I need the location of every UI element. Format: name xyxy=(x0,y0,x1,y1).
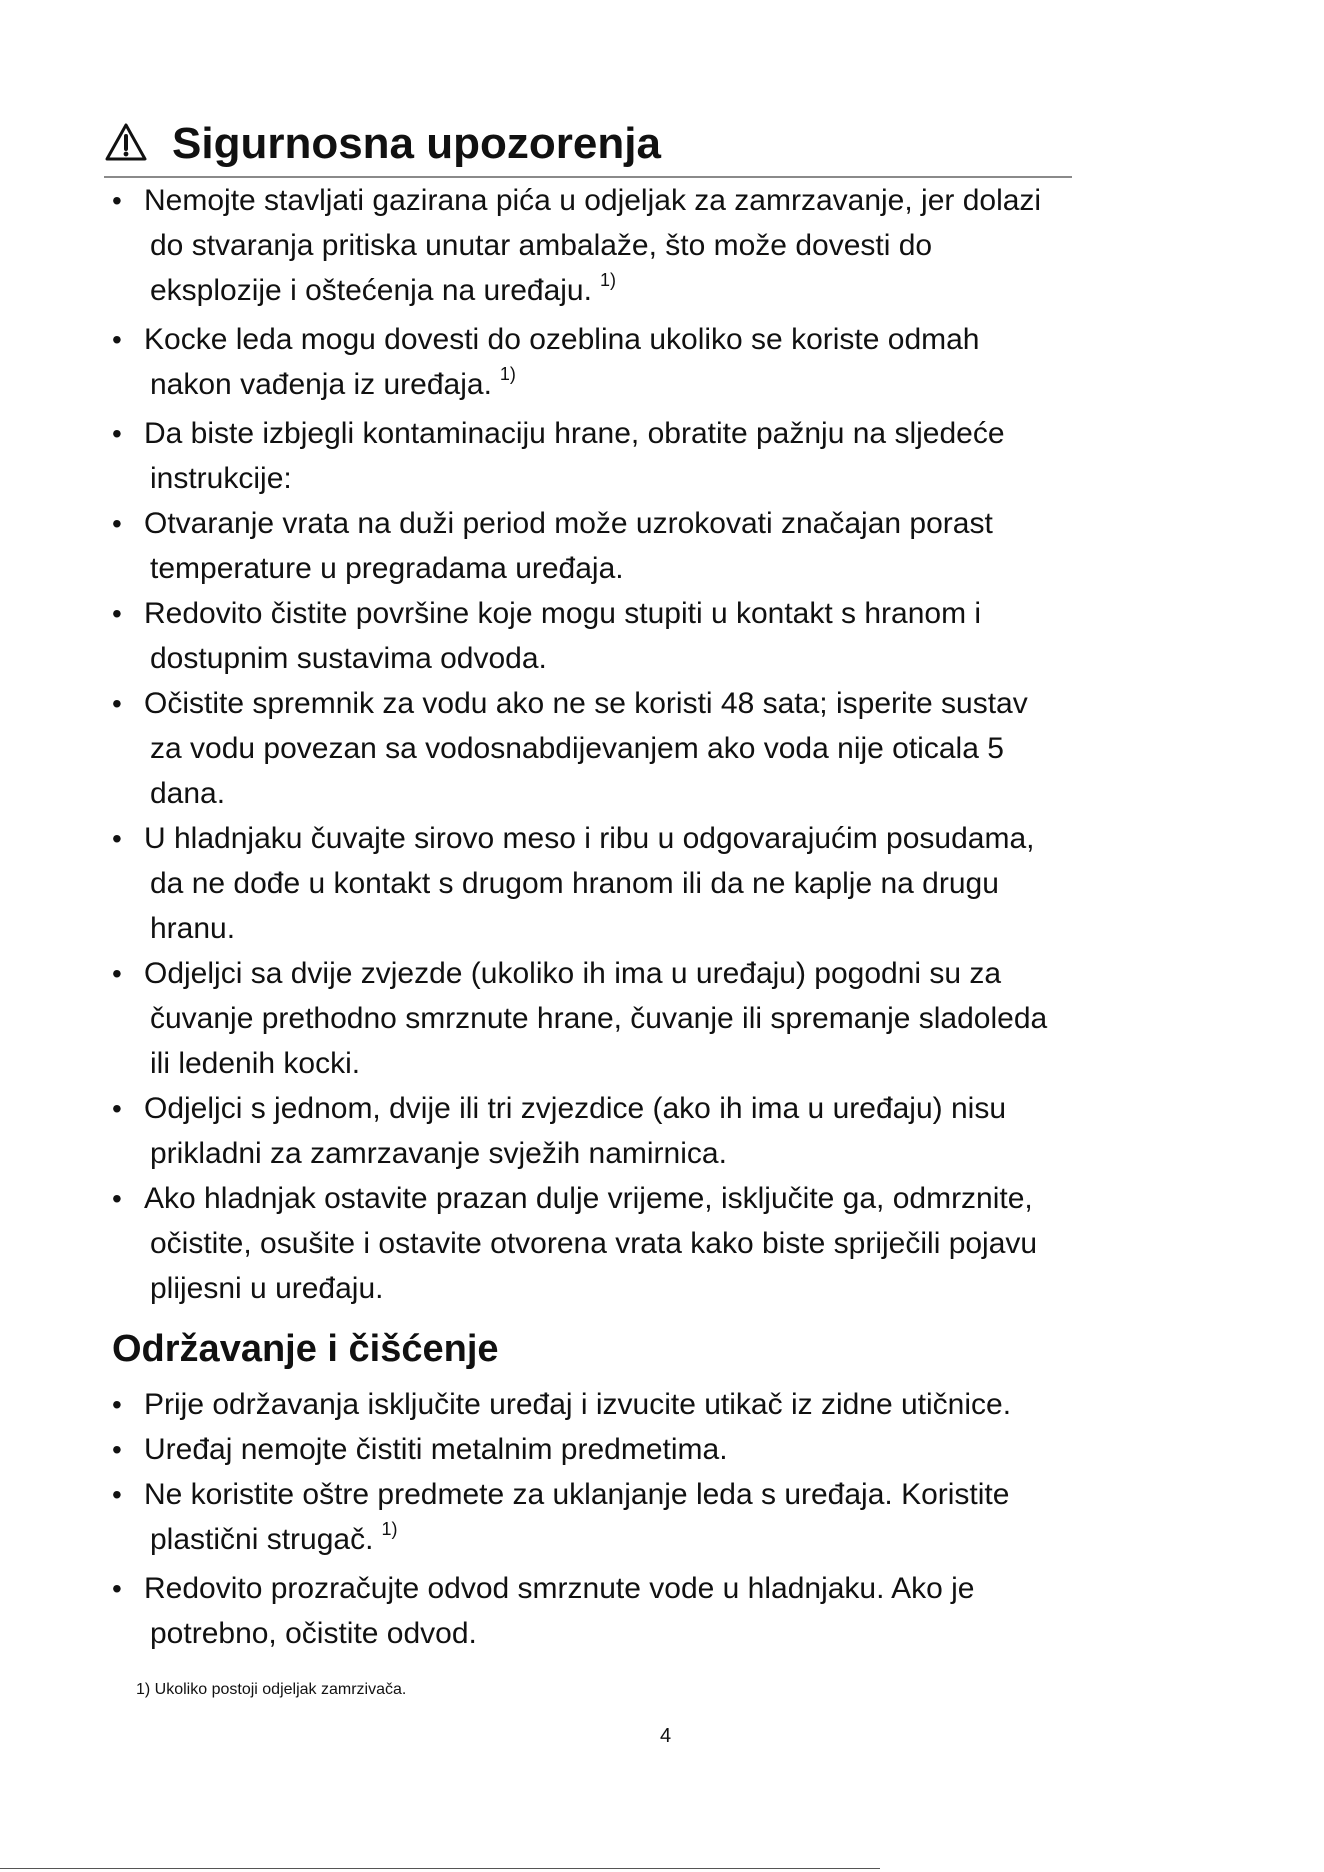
item-line-text: plijesni u uređaju. xyxy=(150,1272,384,1305)
item-line-text: temperature u pregradama uređaja. xyxy=(150,552,624,585)
item-line xyxy=(144,1086,1192,1131)
item-line-text: očistite, osušite i ostavite otvorena vrata kako biste spriječili pojavu xyxy=(150,1227,1038,1260)
item-line xyxy=(144,178,1192,223)
item-line xyxy=(144,1517,1192,1566)
item-line-text: Prije održavanja isključite uređaj i izvucite utikač iz zidne utičnice. xyxy=(144,1388,1012,1421)
item-line-text: Odjeljci s jednom, dvije ili tri zvjezdice (ako ih ima u uređaju) nisu xyxy=(144,1092,1007,1125)
item-line xyxy=(144,1472,1192,1517)
item-line xyxy=(144,1221,1192,1266)
list-item xyxy=(0,1086,1324,1176)
safety-warnings-list xyxy=(0,178,1324,1311)
item-line xyxy=(144,861,1192,906)
section-heading-safety xyxy=(104,118,1072,178)
item-line-text: U hladnjaku čuvajte sirovo meso i ribu u odgovarajućim posudama, xyxy=(144,822,1035,855)
list-item xyxy=(0,951,1324,1086)
item-line xyxy=(144,771,1192,816)
item-line-text: Kocke leda mogu dovesti do ozeblina ukoliko se koriste odmah xyxy=(144,323,980,356)
item-line xyxy=(144,906,1192,951)
item-line-text: hranu. xyxy=(150,912,236,945)
bullet-icon: • xyxy=(112,1389,122,1420)
bullet-icon: • xyxy=(112,823,122,854)
list-item xyxy=(0,501,1324,591)
bullet-icon: • xyxy=(112,1093,122,1124)
bullet-icon: • xyxy=(112,1573,122,1604)
item-line xyxy=(144,362,1192,411)
list-item xyxy=(0,1382,1324,1427)
bullet-icon: • xyxy=(112,1434,122,1465)
warning-triangle-icon xyxy=(104,122,148,162)
item-line-text: da ne dođe u kontakt s drugom hranom ili da ne kaplje na drugu xyxy=(150,867,999,900)
item-line xyxy=(144,456,1192,501)
list-item xyxy=(0,1566,1324,1656)
bullet-icon: • xyxy=(112,958,122,989)
item-line-text: Očistite spremnik za vodu ako ne se koristi 48 sata; isperite sustav xyxy=(144,687,1028,720)
list-item xyxy=(0,411,1324,501)
list-item xyxy=(0,816,1324,951)
item-line xyxy=(144,951,1192,996)
footnote-reference: 1) xyxy=(381,1519,398,1539)
item-line-text: dostupnim sustavima odvoda. xyxy=(150,642,547,675)
item-line-text: Redovito prozračujte odvod smrznute vode u hladnjaku. Ako je xyxy=(144,1572,975,1605)
item-line-text: potrebno, očistite odvod. xyxy=(150,1617,477,1650)
bullet-icon: • xyxy=(112,418,122,449)
bullet-icon: • xyxy=(112,324,122,355)
section-title: Sigurnosna upozorenja xyxy=(172,119,661,168)
item-line-text: do stvaranja pritiska unutar ambalaže, što može dovesti do xyxy=(150,229,933,262)
footnote-reference: 1) xyxy=(499,364,516,384)
bullet-icon: • xyxy=(112,1183,122,1214)
item-line-text: nakon vađenja iz uređaja. xyxy=(150,368,492,401)
item-line-text: Ako hladnjak ostavite prazan dulje vrijeme, isključite ga, odmrznite, xyxy=(144,1182,1033,1215)
bullet-icon: • xyxy=(112,185,122,216)
item-line-text: eksplozije i oštećenja na uređaju. xyxy=(150,274,592,307)
item-line xyxy=(144,501,1192,546)
item-line-text: Uređaj nemojte čistiti metalnim predmetima. xyxy=(144,1433,728,1466)
item-line-text: Odjeljci sa dvije zvjezde (ukoliko ih ima u uređaju) pogodni su za xyxy=(144,957,1002,990)
item-line xyxy=(144,1427,1192,1472)
item-line-text: Da biste izbjegli kontaminaciju hrane, obratite pažnju na sljedeće xyxy=(144,417,1005,450)
maintenance-list xyxy=(0,1382,1324,1656)
list-item xyxy=(0,178,1324,317)
item-line xyxy=(144,1611,1192,1656)
bottom-divider xyxy=(0,1868,880,1869)
item-line xyxy=(144,591,1192,636)
bullet-icon: • xyxy=(112,1479,122,1510)
item-line-text: dana. xyxy=(150,777,226,810)
list-item xyxy=(0,1427,1324,1472)
item-line xyxy=(144,1566,1192,1611)
list-item xyxy=(0,681,1324,816)
list-item xyxy=(0,1472,1324,1566)
item-line-text: za vodu povezan sa vodosnabdijevanjem ako voda nije oticala 5 xyxy=(150,732,1004,765)
item-line xyxy=(144,546,1192,591)
item-line xyxy=(144,1266,1192,1311)
bullet-icon: • xyxy=(112,688,122,719)
list-item xyxy=(0,317,1324,411)
item-line xyxy=(144,681,1192,726)
page-number: 4 xyxy=(660,1725,672,1747)
item-line-text: Ne koristite oštre predmete za uklanjanje leda s uređaja. Koristite xyxy=(144,1478,1010,1511)
list-item xyxy=(0,591,1324,681)
item-line-text: čuvanje prethodno smrznute hrane, čuvanje ili spremanje sladoleda xyxy=(150,1002,1048,1035)
bullet-icon: • xyxy=(112,508,122,539)
item-line-text: plastični strugač. xyxy=(150,1523,374,1556)
item-line xyxy=(144,223,1192,268)
item-line-text: prikladni za zamrzavanje svježih namirnica. xyxy=(150,1137,727,1170)
item-line-text: Otvaranje vrata na duži period može uzrokovati značajan porast xyxy=(144,507,993,540)
item-line-text: Redovito čistite površine koje mogu stupiti u kontakt s hranom i xyxy=(144,597,982,630)
item-line-text: Nemojte stavljati gazirana pića u odjeljak za zamrzavanje, jer dolazi xyxy=(144,184,1042,217)
item-line xyxy=(144,1041,1192,1086)
footnote: 1) Ukoliko postoji odjeljak zamrzivača. xyxy=(136,1681,407,1698)
item-line xyxy=(144,1131,1192,1176)
item-line-text: instrukcije: xyxy=(150,462,292,495)
item-line xyxy=(144,726,1192,771)
item-line xyxy=(144,1382,1192,1427)
item-line xyxy=(144,268,1192,317)
item-line xyxy=(144,636,1192,681)
section-heading-maintenance: Održavanje i čišćenje xyxy=(112,1328,499,1370)
item-line xyxy=(144,411,1192,456)
footnote-reference: 1) xyxy=(599,270,616,290)
item-line xyxy=(144,816,1192,861)
item-line xyxy=(144,1176,1192,1221)
bullet-icon: • xyxy=(112,598,122,629)
item-line xyxy=(144,996,1192,1041)
list-item xyxy=(0,1176,1324,1311)
item-line-text: ili ledenih kocki. xyxy=(150,1047,361,1080)
item-line xyxy=(144,317,1192,362)
